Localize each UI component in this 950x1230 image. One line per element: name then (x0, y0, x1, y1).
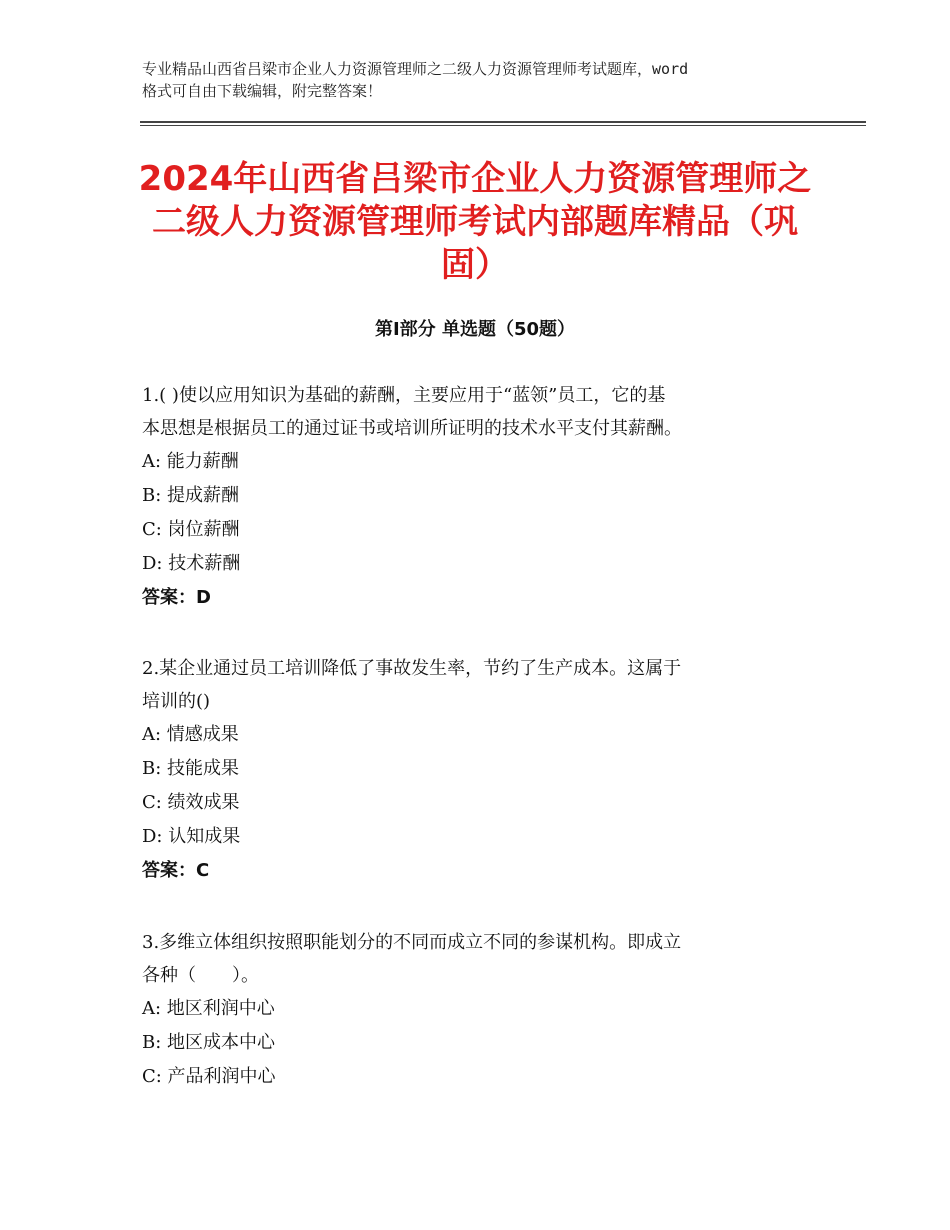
question-stem: 各种（ ）。 (142, 965, 259, 986)
header-divider-thin (140, 125, 866, 126)
question-stem: 2.某企业通过员工培训降低了事故发生率，节约了生产成本。这属于 (142, 658, 682, 679)
question-1 (142, 379, 822, 615)
header-note-line: 格式可自由下载编辑，附完整答案！ (142, 82, 383, 100)
header-note (142, 58, 822, 102)
question-2 (142, 652, 822, 888)
question-stem: 培训的() (142, 691, 211, 712)
answer: 答案：D (142, 587, 211, 608)
option-c: C: 绩效成果 (142, 792, 240, 813)
question-stem: 本思想是根据员工的通过证书或培训所证明的技术水平支付其薪酬。 (142, 418, 682, 439)
option-d: D: 技术薪酬 (142, 553, 241, 574)
document-title (130, 158, 820, 287)
title-line: 二级人力资源管理师考试内部题库精品（巩 (152, 202, 798, 242)
option-c: C: 岗位薪酬 (142, 519, 240, 540)
section-heading: 第Ⅰ部分 单选题（50题） (374, 319, 575, 340)
option-a: A: 能力薪酬 (142, 451, 239, 472)
answer: 答案：C (142, 860, 210, 881)
question-3 (142, 926, 822, 1094)
option-b: B: 提成薪酬 (142, 485, 240, 506)
header-divider (140, 121, 866, 123)
option-b: B: 地区成本中心 (142, 1032, 276, 1053)
title-line: 2024年山西省吕梁市企业人力资源管理师之 (138, 159, 812, 199)
question-stem: 3.多维立体组织按照职能划分的不同而成立不同的参谋机构。即成立 (142, 932, 682, 953)
option-c: C: 产品利润中心 (142, 1066, 276, 1087)
option-d: D: 认知成果 (142, 826, 241, 847)
title-line: 固） (441, 245, 509, 285)
option-b: B: 技能成果 (142, 758, 240, 779)
header-note-line: 专业精品山西省吕梁市企业人力资源管理师之二级人力资源管理师考试题库，word (142, 60, 689, 78)
option-a: A: 情感成果 (142, 724, 239, 745)
option-a: A: 地区利润中心 (142, 998, 275, 1019)
question-stem: 1.( )使以应用知识为基础的薪酬，主要应用于“蓝领”员工，它的基 (142, 385, 666, 406)
